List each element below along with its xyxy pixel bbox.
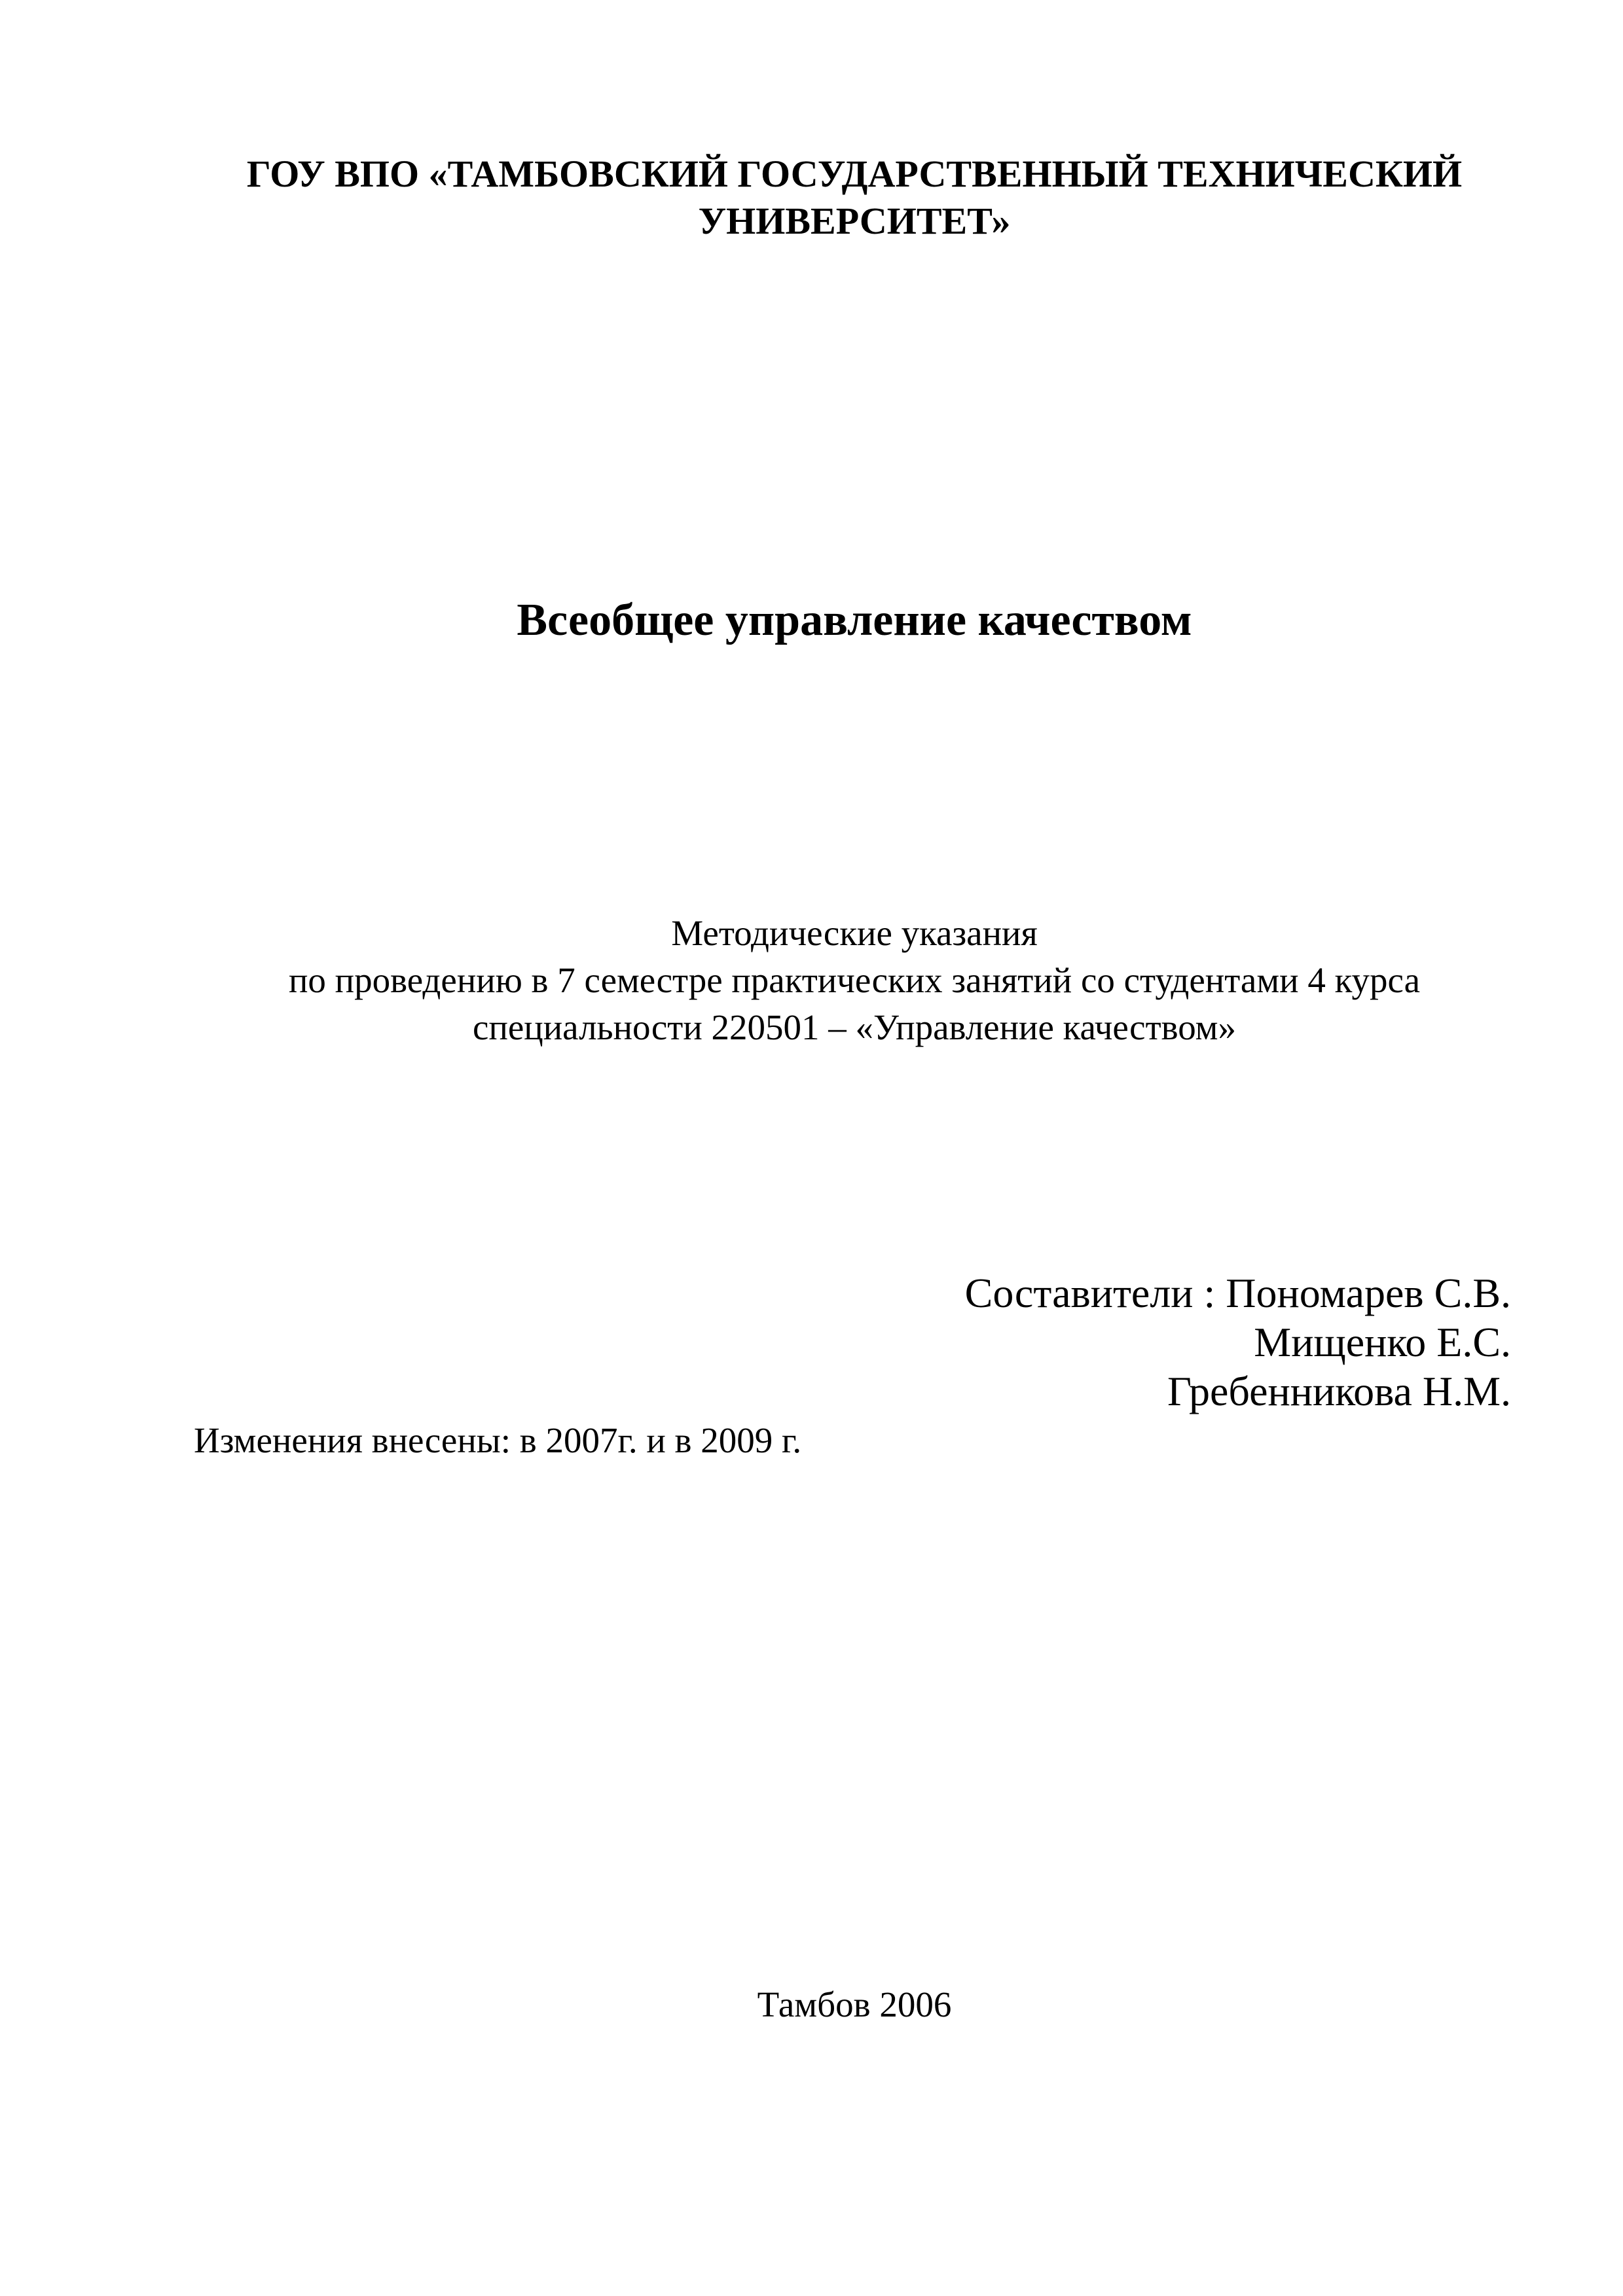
author-line-2: Мищенко Е.С. — [1254, 1319, 1511, 1365]
changes-note: Изменения внесены: в 2007г. и в 2009 г. — [194, 1420, 802, 1460]
authors-block — [851, 1268, 1511, 1416]
document-subtitle — [170, 910, 1539, 1051]
document-title: Всеобщее управление качеством — [517, 595, 1192, 645]
subtitle-line-1: Методические указания — [671, 913, 1038, 953]
author-line-1: Составители : Пономарев С.В. — [964, 1270, 1511, 1316]
institution-header — [170, 151, 1539, 245]
institution-line-2: УНИВЕРСИТЕТ» — [698, 200, 1011, 242]
institution-line-1: ГОУ ВПО «ТАМБОВСКИЙ ГОСУДАРСТВЕННЫЙ ТЕХНИЧЕСКИЙ — [246, 152, 1463, 195]
subtitle-line-3: специальности 220501 – «Управление качеством» — [473, 1007, 1236, 1047]
author-line-3: Гребенникова Н.М. — [1167, 1368, 1511, 1414]
subtitle-line-2: по проведению в 7 семестре практических занятий со студентами 4 курса — [288, 960, 1420, 1000]
city-year: Тамбов 2006 — [757, 1984, 952, 2024]
